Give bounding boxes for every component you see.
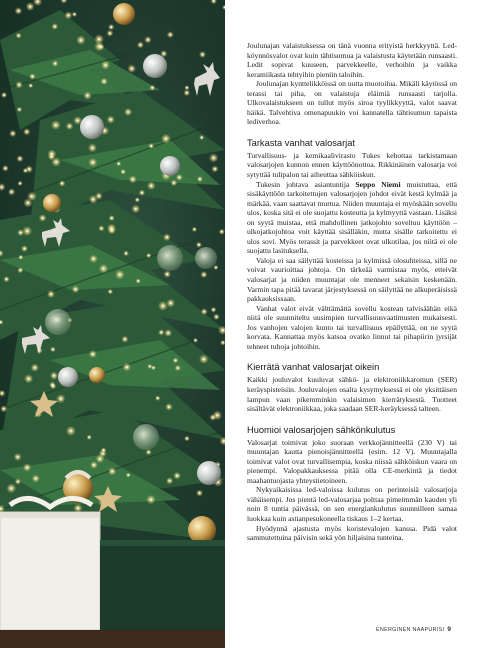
fairy-light xyxy=(157,397,159,399)
fairy-light xyxy=(201,137,203,139)
fairy-light xyxy=(163,53,165,55)
fairy-light xyxy=(215,267,217,269)
fairy-light xyxy=(178,177,180,179)
fairy-light xyxy=(132,179,134,181)
fairy-light xyxy=(195,339,197,341)
fairy-light xyxy=(98,195,100,197)
fairy-light xyxy=(5,167,7,169)
fairy-light xyxy=(29,6,31,8)
fairy-light xyxy=(122,171,124,173)
fairy-light xyxy=(92,162,94,164)
fairy-light xyxy=(165,138,167,140)
fairy-light xyxy=(37,1,39,3)
fairy-light xyxy=(124,338,126,340)
body-text: muistuttaa, että sisäkäyttöön tarkoitettujen valosarjojen johdot eivät kestä kylmää ja märkää, vaan saattavat murtua. Niiden muuntaja ei myöskään sovellu ulos, koska sitä ei ole suojattu kosteutta ja kylmyyttä vastaan. Lisäksi on syytä muistaa, että mahdollinen jatkojohto soveltuu käyttöön – ulkojatkojohtoa voit käyttää sisälläkin, mutta sisälle tarkoitettu ei ulos sovi. Myös terassit ja parvekkeet ovat ulkotilaa, jos niitä ei ole suojattu lasituksella. xyxy=(247,179,458,256)
fairy-light xyxy=(52,384,54,386)
fairy-light xyxy=(149,366,151,368)
fairy-light xyxy=(109,291,111,293)
fairy-light xyxy=(52,349,54,351)
fairy-light xyxy=(148,255,150,257)
fairy-light xyxy=(150,185,152,187)
fairy-light xyxy=(216,414,218,416)
fairy-light xyxy=(131,68,133,70)
section-heading: Kierrätä vanhat valosarjat oikein xyxy=(247,362,380,373)
fairy-light xyxy=(135,208,137,210)
fairy-light xyxy=(24,248,26,250)
fairy-light xyxy=(51,156,53,158)
fairy-light xyxy=(55,124,57,126)
fairy-light xyxy=(98,46,100,48)
fairy-light xyxy=(31,196,33,198)
section-heading: Tarkasta vanhat valosarjat xyxy=(247,137,356,148)
fairy-light xyxy=(147,39,149,41)
fairy-light xyxy=(119,274,121,276)
body-paragraph: Hyödynnä ajastusta myös koristevalojen kanssa. Pidä valot sammutettuina päivisin sekä yön hiljaisina tunteina. xyxy=(247,523,457,543)
fairy-light xyxy=(111,470,113,472)
fairy-light xyxy=(19,158,21,160)
fairy-light xyxy=(55,161,57,163)
body-text: Tukesin johtava asiantuntija xyxy=(256,179,356,189)
fairy-light xyxy=(202,54,204,56)
fairy-light xyxy=(17,481,19,483)
fairy-light xyxy=(18,10,20,12)
fairy-light xyxy=(216,316,218,318)
fairy-light xyxy=(110,119,112,121)
fairy-light xyxy=(19,183,21,185)
fairy-light xyxy=(213,157,215,159)
fairy-light xyxy=(126,366,128,368)
fairy-light xyxy=(222,342,224,344)
fairy-light xyxy=(28,168,30,170)
fairy-light xyxy=(127,474,129,476)
fairy-light xyxy=(160,332,162,334)
fairy-light xyxy=(17,456,19,458)
fairy-light xyxy=(50,293,52,295)
fairy-light xyxy=(105,64,107,66)
fairy-light xyxy=(19,109,21,111)
fairy-light xyxy=(148,451,150,453)
body-paragraph: Valosarjat toimivat joko suoraan verkkojännitteellä (230 V) tai muuntajan kautta pienoisjännitteellä (esim. 12 V). Muuntajalla toimivat valot ovat turvallisempia, koska niissä sähköiskun vaara on pienempi. Valopakkauksessa pitää olla CE-merkintä ja tiedot maahantuojasta yhteystietoineen. xyxy=(247,437,457,485)
fairy-light xyxy=(223,440,225,442)
fairy-light xyxy=(20,269,22,271)
fairy-light xyxy=(162,305,164,307)
fairy-light xyxy=(109,32,111,34)
fairy-light xyxy=(199,492,201,494)
fairy-light xyxy=(153,367,155,369)
fairy-light xyxy=(35,478,37,480)
body-paragraph: Vanhat valot eivät välttämättä sovellu kostean talvisäähän eikä niitä ole suunniteltu uusimpien turvallisuusvaatimusten mukaisesti. Jos vanhojen valojen kunto tai turvallisuus epäilyttää, on ne syytä korvata. Kannattaa myös katsoa ovatko linnut tai pihapiirin jyrsijät tehneet tuhoja johtoihin. xyxy=(247,303,457,351)
fairy-light xyxy=(111,230,113,232)
fairy-light xyxy=(87,95,89,97)
fairy-light xyxy=(137,280,139,282)
fairy-light xyxy=(104,130,106,132)
fairy-light xyxy=(75,288,77,290)
fairy-light xyxy=(175,360,177,362)
fairy-light xyxy=(92,353,94,355)
fairy-light xyxy=(194,229,196,231)
fairy-light xyxy=(198,244,200,246)
fairy-light xyxy=(92,199,94,201)
intro-paragraph: Joulunajan kynttelikköissä on uutta muotoilua. Mikäli käytössä on terassi tai piha, on valaistuja eläimiä runsaasti tarjolla. Ulkovalaistukseen on tullut myös siroa tyylikkyyttä, valot saavat häikä. Talvehtiva omenapuukin voi kannatella tähtisumun tapaista lediverhoa. xyxy=(247,79,457,127)
fairy-light xyxy=(11,191,13,193)
intro-paragraph: Joulunajan valaistuksessa on tänä vuonna erityistä herkkyyttä. Led-köynnösvalot ovat kuin tähtisumua ja valaistusta käytetään runsaasti. Ledit sopivat kuuseen, parvekkeelle, verhoihin ja vaikka keramiikasta tehtyihin pieniin taloihin. xyxy=(247,41,457,79)
fairy-light xyxy=(140,44,142,46)
fairy-light xyxy=(32,76,34,78)
fairy-light xyxy=(103,81,105,83)
fairy-light xyxy=(186,87,188,89)
fairy-light xyxy=(118,163,120,165)
fairy-light xyxy=(93,464,95,466)
fairy-light xyxy=(110,26,112,28)
fairy-light xyxy=(141,192,143,194)
fairy-light xyxy=(98,38,100,40)
fairy-light xyxy=(170,302,172,304)
fairy-light xyxy=(213,309,215,311)
fairy-light xyxy=(88,436,90,438)
fairy-light xyxy=(70,430,72,432)
page-footer xyxy=(376,626,466,633)
fairy-light xyxy=(167,332,169,334)
fairy-light xyxy=(125,253,127,255)
body-paragraph: Valoja ei saa säilyttää kosteissa ja kylmissä olosuhteissa, sillä ne voivat vaurioittaa johtoja. On tärkeää varmistaa myös, etteivät valosarjat ja niiden muuntajat ole menneet sekaisin keskenään. Varmin tapa pitää tavarat järjestyksessä on säilyttää ne alkuperäisissä pakkauksissaan. xyxy=(247,255,457,304)
fairy-light xyxy=(80,39,82,41)
fairy-light xyxy=(20,256,22,258)
expert-name: Seppo Niemi xyxy=(355,179,401,189)
fairy-light xyxy=(28,378,30,380)
fairy-light xyxy=(12,133,14,135)
fairy-light xyxy=(3,94,5,96)
fairy-light xyxy=(99,458,101,460)
fairy-light xyxy=(93,258,95,260)
fairy-light xyxy=(26,131,28,133)
fairy-light xyxy=(166,236,168,238)
fairy-light xyxy=(61,183,63,185)
body-paragraph: Nykyaikaisissa led-valoissa kulutus on perinteisiä valosarjoja vähäisempi. Jos pientä led-valosarjaa polttaa pimeimmän kauden yli noin 8 tuntia päivässä, on sen energiankulutus suunnilleen samaa luokkaa kuin astianpesukoneella tiskaus 1–2 kertaa. xyxy=(247,485,457,523)
fairy-light xyxy=(203,311,205,313)
section-heading: Huomioi valosarjojen sähkönkulutus xyxy=(247,424,396,435)
fairy-light xyxy=(151,87,153,89)
fairy-light xyxy=(10,487,12,489)
fairy-light xyxy=(101,228,103,230)
fairy-light xyxy=(92,147,94,149)
fairy-light xyxy=(214,168,216,170)
fairy-light xyxy=(150,145,152,147)
fairy-light xyxy=(173,182,175,184)
fairy-light xyxy=(30,85,32,87)
fairy-light xyxy=(136,199,138,201)
fairy-light xyxy=(20,232,22,234)
fairy-light xyxy=(60,398,62,400)
fairy-light xyxy=(169,34,171,36)
fairy-light xyxy=(103,268,105,270)
fairy-light xyxy=(27,202,29,204)
fairy-light xyxy=(54,26,56,28)
fairy-light xyxy=(177,367,179,369)
fairy-light xyxy=(213,0,215,2)
christmas-tree-illustration xyxy=(0,0,225,648)
fairy-light xyxy=(69,125,71,127)
fairy-light xyxy=(26,467,28,469)
fairy-light xyxy=(68,14,70,16)
fairy-light xyxy=(176,475,178,477)
fairy-light xyxy=(169,480,171,482)
body-paragraph: Turvallisuus- ja kemikaalivirasto Tukes kehottaa tarkistamaan valosarjojen kunnon ennen käyttöönottoa. Rikkinäinen valosarja voi sytyttää tulipalon tai aiheuttaa sähköiskun. xyxy=(247,150,457,180)
fairy-light xyxy=(18,35,20,37)
fairy-light xyxy=(1,186,3,188)
fairy-light xyxy=(74,13,76,15)
fairy-light xyxy=(203,274,205,276)
christmas-tree-photo xyxy=(0,0,225,648)
fairy-light xyxy=(222,329,224,331)
body-paragraph xyxy=(247,180,457,256)
fairy-light xyxy=(54,63,56,65)
fairy-light xyxy=(53,375,55,377)
fairy-light xyxy=(1,392,3,394)
fairy-light xyxy=(111,217,113,219)
fairy-light xyxy=(166,273,168,275)
magazine-name: ENERGINEN NAAPURISI xyxy=(376,627,445,633)
fairy-light xyxy=(103,449,105,451)
page-number: 9 xyxy=(447,626,452,633)
article-body xyxy=(247,41,457,543)
fairy-light xyxy=(77,120,79,122)
fairy-light xyxy=(127,111,129,113)
fairy-light xyxy=(203,358,205,360)
fairy-light xyxy=(26,230,28,232)
fairy-light xyxy=(18,84,20,86)
fairy-light xyxy=(186,92,188,94)
fairy-light xyxy=(34,367,36,369)
fairy-light xyxy=(199,178,201,180)
fairy-light xyxy=(42,217,44,219)
fairy-light xyxy=(186,438,188,440)
fairy-light xyxy=(6,278,8,280)
body-paragraph: Kaikki jouluvalot kuuluvat sähkö- ja elektroniikkaromun (SER) keräyspisteisiin. Jouluvalojen osalta kysymyksessä ei ole yksittäisen lampun vaan pikemminkin valaisimen kierrätyksestä. Tuotteet sisältävät elektroniikkaa, joka saadaan SER-keräyksessä talteen. xyxy=(247,375,457,414)
fairy-light xyxy=(168,406,170,408)
fairy-light xyxy=(221,231,223,233)
fairy-light xyxy=(77,507,79,509)
fairy-light xyxy=(150,499,152,501)
fairy-light xyxy=(3,408,5,410)
